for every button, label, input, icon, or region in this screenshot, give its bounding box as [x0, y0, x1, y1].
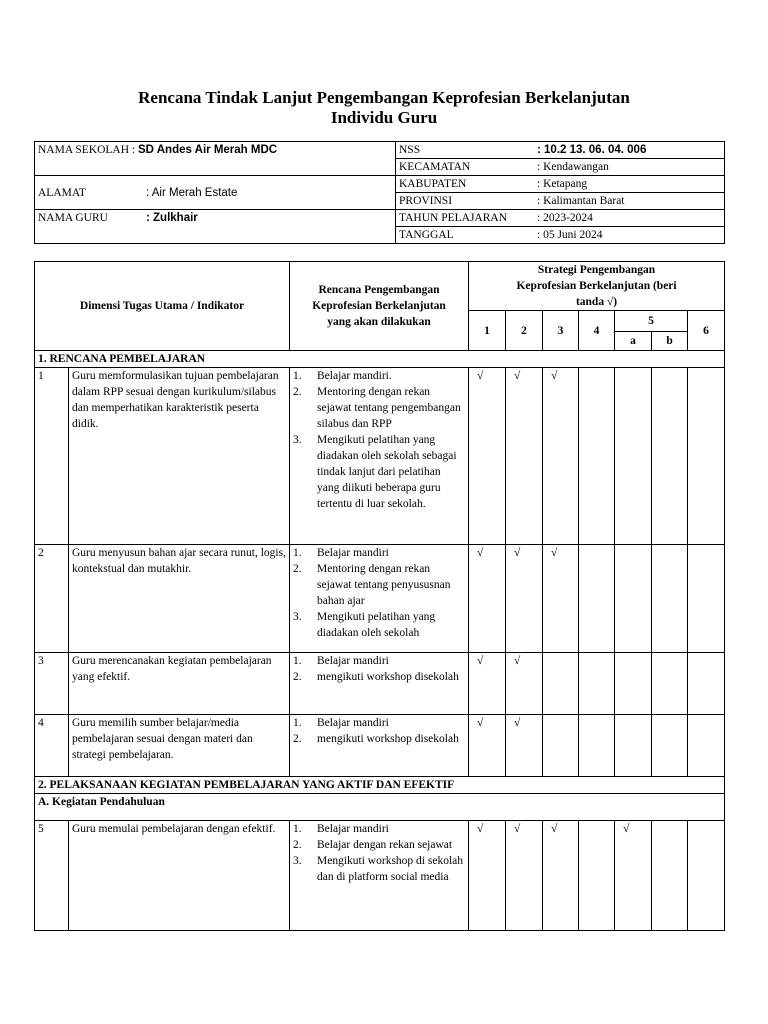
- table-row: [35, 545, 725, 653]
- table-row: [35, 653, 725, 715]
- check-cell: √: [506, 545, 543, 653]
- check-cell: √: [543, 821, 579, 931]
- rencana-item: 3. Mengikuti workshop di sekolah dan di platform social media: [293, 855, 463, 883]
- rencana-item: 1. Belajar mandiri: [293, 655, 389, 667]
- check-cell: [615, 653, 652, 715]
- rencana-item: 2. mengikuti workshop disekolah: [293, 733, 459, 745]
- row-rencana: [290, 368, 469, 545]
- nama-guru-label: NAMA GURU: [38, 212, 108, 224]
- row-indikator: Guru memilih sumber belajar/media pembelajaran sesuai dengan materi dan strategi pembelajaran.: [69, 715, 290, 777]
- check-cell: [615, 545, 652, 653]
- check-cell: [543, 715, 579, 777]
- rencana-item: 2. Mentoring dengan rekan sejawat tentang penyususnan bahan ajar: [293, 563, 451, 607]
- rencana-item: 2. mengikuti workshop disekolah: [293, 671, 459, 683]
- check-cell: [652, 715, 688, 777]
- check-cell: [579, 821, 615, 931]
- nama-guru-value: : Zulkhair: [146, 212, 198, 224]
- header-col-5: 5: [615, 311, 688, 332]
- row-rencana: [290, 715, 469, 777]
- header-col-2: 2: [506, 311, 543, 351]
- tahun-pelajaran-value: : 2023-2024: [537, 212, 593, 224]
- rencana-item: 1. Belajar mandiri: [293, 823, 389, 835]
- check-cell: [615, 368, 652, 545]
- check-cell: [652, 545, 688, 653]
- document-title: Rencana Tindak Lanjut Pengembangan Keprofesian Berkelanjutan: [138, 88, 630, 107]
- section-pelaksanaan: 2. PELAKSANAAN KEGIATAN PEMBELAJARAN YANG AKTIF DAN EFEKTIF: [35, 777, 725, 794]
- check-cell: √: [506, 821, 543, 931]
- nama-sekolah-label: NAMA SEKOLAH :: [38, 144, 136, 156]
- table-row: [35, 821, 725, 931]
- nss-value: : 10.2 13. 06. 04. 006: [537, 144, 647, 156]
- check-cell: [688, 545, 725, 653]
- header-col-6: 6: [688, 311, 725, 351]
- row-number: 2: [35, 545, 69, 653]
- check-cell: √: [615, 821, 652, 931]
- check-cell: √: [543, 368, 579, 545]
- section-kegiatan-pendahuluan: A. Kegiatan Pendahuluan: [35, 794, 725, 821]
- rencana-item: 1. Belajar mandiri: [293, 717, 389, 729]
- header-strategi: Strategi Pengembangan Keprofesian Berkelanjutan (beri tanda √): [469, 262, 725, 311]
- check-cell: √: [469, 653, 506, 715]
- row-rencana: [290, 545, 469, 653]
- header-rencana: Rencana Pengembangan Keprofesian Berkelanjutan yang akan dilakukan: [290, 262, 469, 351]
- kecamatan-label: KECAMATAN: [399, 161, 471, 173]
- rencana-item: 1. Belajar mandiri.: [293, 370, 392, 382]
- check-cell: √: [506, 715, 543, 777]
- rencana-item: 1. Belajar mandiri: [293, 547, 389, 559]
- check-cell: [652, 653, 688, 715]
- check-cell: √: [469, 715, 506, 777]
- info-right-row: [396, 142, 725, 159]
- table-row: [35, 368, 725, 545]
- provinsi-value: : Kalimantan Barat: [537, 195, 625, 207]
- header-col-1: 1: [469, 311, 506, 351]
- header-col-5b: b: [652, 332, 688, 351]
- row-number: 1: [35, 368, 69, 545]
- check-cell: √: [506, 653, 543, 715]
- check-cell: [652, 368, 688, 545]
- check-cell: [579, 368, 615, 545]
- tahun-pelajaran-label: TAHUN PELAJARAN: [399, 212, 508, 224]
- kabupaten-value: : Ketapang: [537, 178, 588, 190]
- check-cell: [615, 715, 652, 777]
- row-indikator: Guru merencanakan kegiatan pembelajaran yang efektif.: [69, 653, 290, 715]
- info-right-row: [396, 176, 725, 193]
- section-rencana-pembelajaran: 1. RENCANA PEMBELAJARAN: [35, 351, 725, 368]
- table-row: [35, 715, 725, 777]
- check-cell: [688, 715, 725, 777]
- check-cell: √: [469, 545, 506, 653]
- tanggal-value: : 05 Juni 2024: [537, 229, 603, 241]
- check-cell: [579, 653, 615, 715]
- rtl-table: [34, 261, 725, 931]
- nama-guru-cell: [35, 210, 396, 244]
- check-cell: [543, 653, 579, 715]
- kecamatan-value: : Kendawangan: [537, 161, 609, 173]
- check-cell: [688, 821, 725, 931]
- row-indikator: Guru menyusun bahan ajar secara runut, logis, kontekstual dan mutakhir.: [69, 545, 290, 653]
- row-number: 4: [35, 715, 69, 777]
- check-cell: [579, 545, 615, 653]
- alamat-label: ALAMAT: [38, 186, 86, 199]
- info-right-row: [396, 159, 725, 176]
- document-subtitle: Individu Guru: [330, 108, 438, 127]
- row-number: 3: [35, 653, 69, 715]
- info-table: [34, 141, 725, 244]
- header-dimensi: Dimensi Tugas Utama / Indikator: [35, 262, 290, 351]
- rencana-item: 2. Mentoring dengan rekan sejawat tentang pengembangan silabus dan RPP: [293, 386, 461, 430]
- check-cell: [688, 653, 725, 715]
- check-cell: [688, 368, 725, 545]
- check-cell: √: [506, 368, 543, 545]
- tanggal-label: TANGGAL: [399, 229, 454, 241]
- provinsi-label: PROVINSI: [399, 195, 453, 207]
- rencana-item: 2. Belajar dengan rekan sejawat: [293, 839, 453, 851]
- info-right-row: [396, 193, 725, 210]
- alamat-cell: [35, 176, 396, 210]
- check-cell: [579, 715, 615, 777]
- check-cell: √: [469, 821, 506, 931]
- nss-label: NSS: [399, 144, 421, 156]
- rencana-item: 3. Mengikuti pelatihan yang diadakan oleh sekolah sebagai tindak lanjut dari pelatihan yang diikuti beberapa guru tertentu di luar sekolah.: [293, 434, 457, 510]
- row-indikator: Guru memformulasikan tujuan pembelajaran dalam RPP sesuai dengan kurikulum/silabus dan memperhatikan karakteristik peserta didik.: [69, 368, 290, 545]
- check-cell: √: [543, 545, 579, 653]
- check-cell: √: [469, 368, 506, 545]
- header-col-3: 3: [543, 311, 579, 351]
- row-number: 5: [35, 821, 69, 931]
- info-right-row: [396, 227, 725, 244]
- kabupaten-label: KABUPATEN: [399, 178, 467, 190]
- header-col-5a: a: [615, 332, 652, 351]
- nama-sekolah-value: SD Andes Air Merah MDC: [138, 144, 278, 156]
- info-right-row: [396, 210, 725, 227]
- alamat-value: : Air Merah Estate: [146, 186, 238, 199]
- check-cell: [652, 821, 688, 931]
- row-rencana: [290, 653, 469, 715]
- row-rencana: [290, 821, 469, 931]
- header-col-4: 4: [579, 311, 615, 351]
- row-indikator: Guru memulai pembelajaran dengan efektif.: [69, 821, 290, 931]
- nama-sekolah-cell: [35, 142, 396, 176]
- rencana-item: 3. Mengikuti pelatihan yang diadakan oleh sekolah: [293, 611, 436, 639]
